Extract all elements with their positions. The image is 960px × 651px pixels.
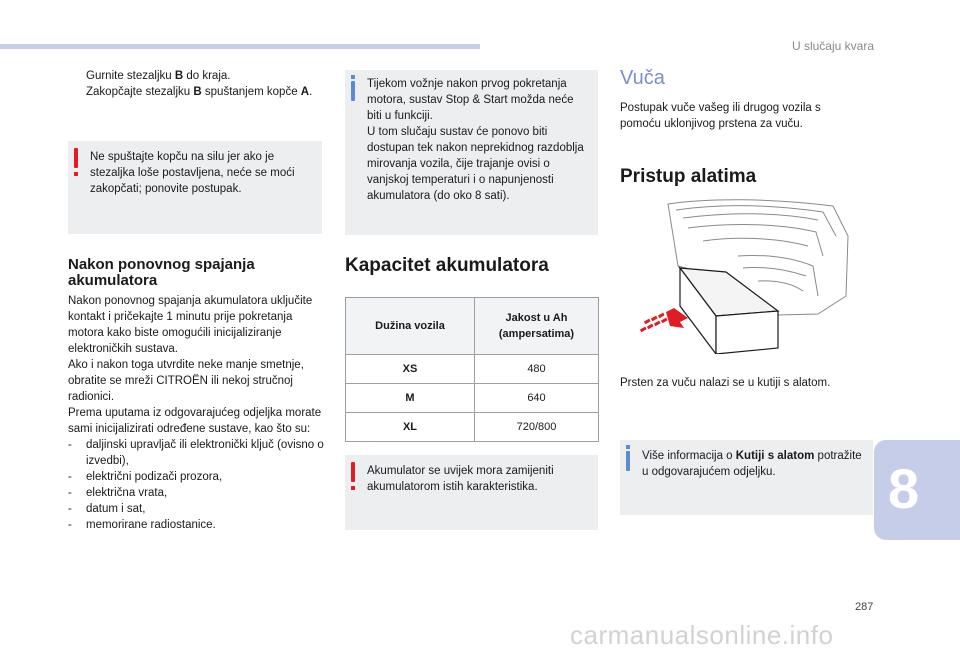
info-icon [351, 81, 355, 101]
column-header-length: Dužina vozila [346, 298, 475, 355]
tools-title: Pristup alatima [620, 166, 757, 187]
arrow-icon [640, 308, 688, 332]
top-accent-bar [0, 44, 480, 49]
chapter-tab [874, 440, 960, 540]
reconnect-title: Nakon ponovnog spajanja akumulatora [68, 256, 255, 289]
warning-box-clamp [68, 141, 322, 234]
list-item: - memorirane radiostanice. [68, 519, 216, 531]
capacity-title: Kapacitet akumulatora [345, 255, 549, 276]
tools-body: Prsten za vuču nalazi se u kutiji s alatom. [620, 377, 831, 389]
column-header-capacity: Jakost u Ah (ampersatima) [475, 298, 599, 355]
warning-text: Ne spuštajte kopču na silu jer ako je stezaljka loše postavljena, neće se moći zakopčati; ponovite postupak. [90, 151, 295, 195]
list-item: - električni podizači prozora, [68, 471, 223, 483]
warning-text: Akumulator se uvijek mora zamijeniti akumulatorom istih karakteristika. [367, 465, 554, 493]
page-number: 287 [855, 601, 874, 613]
info-box-stop-start [345, 70, 598, 235]
reconnect-body: Nakon ponovnog spajanja akumulatora uključite kontakt i pričekajte 1 minutu prije pokretanja motora kako biste omogućili inicijaliziranje elektroničkih sustava. Ako i nakon toga utvrdite neke manje smetnje, obratite se mreži CITROËN ili nekoj stručnoj radionici. Prema uputama iz odgovarajućeg odjeljka morate sami inicijalizirati određene sustave, kao što su: - daljinski upravljač ili elektronički ključ (ovisno o izvedbi), - električni podizači prozora, - električna vrata, - datum i sat, - memorirane radiostanice. [68, 295, 324, 531]
table-row: XS 480 [346, 355, 599, 384]
chapter-number: 8 [888, 457, 920, 520]
table-header-row [346, 298, 599, 355]
list-item: - datum i sat, [68, 503, 146, 515]
warning-icon [351, 462, 355, 482]
systems-list [68, 437, 324, 533]
toolbox-seat-illustration [618, 196, 850, 354]
list-item: - daljinski upravljač ili elektronički ključ (ovisno o izvedbi), [68, 439, 324, 467]
warning-icon [74, 148, 78, 168]
info-text: Više informacija o Kutiji s alatom potražite u odgovarajućem odjeljku. [642, 450, 862, 478]
watermark: carmanualsonline.info [570, 620, 834, 650]
warning-box-battery [345, 455, 598, 530]
info-text: Tijekom vožnje nakon prvog pokretanja motora, sustav Stop & Start možda neće biti u funkciji. U tom slučaju sustav će ponovo biti dostupan tek nakon neprekidnog razdoblja mirovanja vozila, čije trajanje ovisi o vanjskoj temperaturi i o napunjenosti akumulatora (do oko 8 sati). [367, 78, 584, 202]
capacity-table [345, 297, 599, 442]
towing-title: Vuča [620, 67, 665, 89]
list-item: - električna vrata, [68, 487, 168, 499]
table-row: M 640 [346, 384, 599, 413]
step-1: Gurnite stezaljku B do kraja. [86, 70, 231, 82]
info-icon [626, 451, 630, 471]
section-label: U slučaju kvara [791, 39, 874, 53]
step-2: Zakopčajte stezaljku B spuštanjem kopče A. [86, 86, 313, 98]
table-row: XL 720/800 [346, 413, 599, 442]
info-box-toolbox [620, 440, 873, 515]
towing-body: Postupak vuče vašeg ili drugog vozila s pomoću uklonjivog prstena za vuču. [620, 102, 821, 130]
